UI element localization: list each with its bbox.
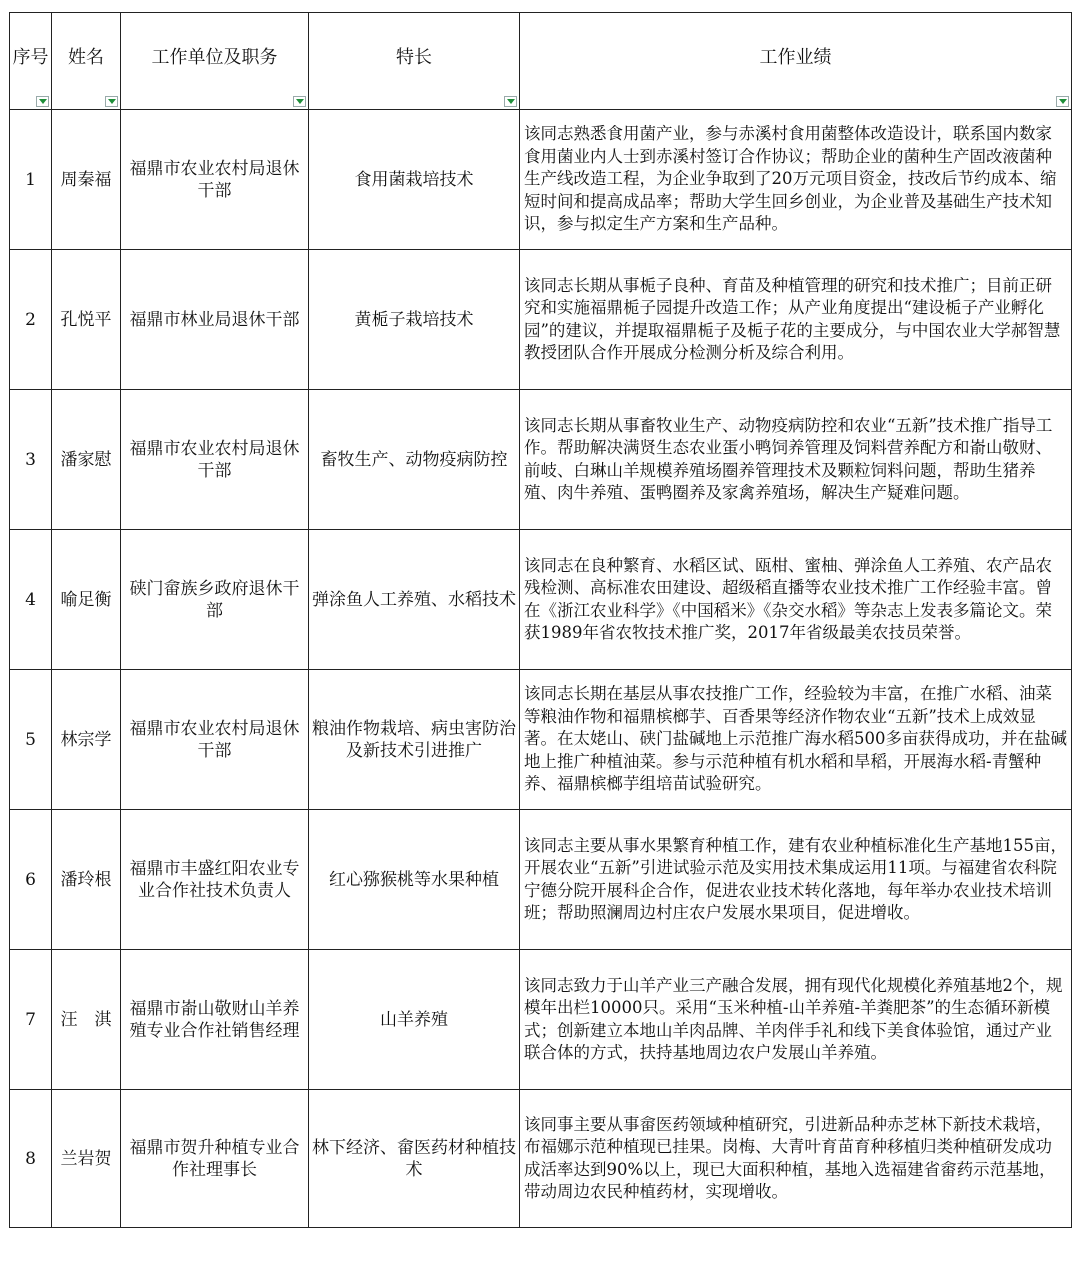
cell-specialty: 粮油作物栽培、病虫害防治及新技术引进推广 (309, 670, 520, 810)
table-row (10, 110, 1072, 250)
filter-dropdown-icon[interactable] (293, 96, 306, 107)
cell-name: 林宗学 (52, 670, 121, 810)
cell-unit: 福鼎市嵛山敬财山羊养殖专业合作社销售经理 (121, 950, 309, 1090)
cell-unit: 福鼎市农业农村局退休干部 (121, 390, 309, 530)
filter-dropdown-icon[interactable] (504, 96, 517, 107)
cell-performance: 该同志致力于山羊产业三产融合发展，拥有现代化规模化养殖基地2个，规模年出栏10000只。采用“玉米种植-山羊养殖-羊粪肥茶”的生态循环新模式；创新建立本地山羊肉品牌、羊肉伴手礼和线下美食体验馆，通过产业联合体的方式，扶持基地周边农户发展山羊养殖。 (520, 950, 1072, 1090)
table-row (10, 670, 1072, 810)
cell-unit: 福鼎市丰盛红阳农业专业合作社技术负责人 (121, 810, 309, 950)
header-specialty (309, 13, 520, 110)
cell-performance: 该同志长期在基层从事农技推广工作，经验较为丰富，在推广水稻、油菜等粮油作物和福鼎槟榔芋、百香果等经济作物农业“五新”技术上成效显著。在太姥山、硖门盐碱地上示范推广海水稻500多亩获得成功，并在盐碱地上推广种植油菜。参与示范种植有机水稻和旱稻，开展海水稻-青蟹种养、福鼎槟榔芋组培苗试验研究。 (520, 670, 1072, 810)
cell-unit: 硖门畲族乡政府退休干部 (121, 530, 309, 670)
cell-name: 潘玲根 (52, 810, 121, 950)
cell-index: 5 (10, 670, 52, 810)
table-row (10, 810, 1072, 950)
talent-table (9, 12, 1072, 1228)
header-unit (121, 13, 309, 110)
table-row (10, 950, 1072, 1090)
cell-performance: 该同志长期从事栀子良种、育苗及种植管理的研究和技术推广；目前正研究和实施福鼎栀子园提升改造工作；从产业角度提出“建设栀子产业孵化园”的建议，并提取福鼎栀子及栀子花的主要成分，与中国农业大学郝智慧教授团队合作开展成分检测分析及综合利用。 (520, 250, 1072, 390)
filter-dropdown-icon[interactable] (105, 96, 118, 107)
cell-performance: 该同志长期从事畜牧业生产、动物疫病防控和农业“五新”技术推广指导工作。帮助解决满贤生态农业蛋小鸭饲养管理及饲料营养配方和嵛山敬财、前岐、白琳山羊规模养殖场圈养管理技术及颗粒饲料问题，帮助生猪养殖、肉牛养殖、蛋鸭圈养及家禽养殖场，解决生产疑难问题。 (520, 390, 1072, 530)
cell-specialty: 红心猕猴桃等水果种植 (309, 810, 520, 950)
cell-name: 潘家慰 (52, 390, 121, 530)
cell-name: 周秦福 (52, 110, 121, 250)
table-row (10, 530, 1072, 670)
header-index-label: 序号 (12, 47, 49, 68)
cell-index: 4 (10, 530, 52, 670)
cell-unit: 福鼎市林业局退休干部 (121, 250, 309, 390)
cell-index: 2 (10, 250, 52, 390)
cell-name: 兰岩贺 (52, 1090, 121, 1228)
header-index (10, 13, 52, 110)
table-row (10, 1090, 1072, 1228)
cell-performance: 该同事主要从事畲医药领域种植研究，引进新品种赤芝林下新技术栽培，布福娜示范种植现已挂果。岗梅、大青叶育苗育种移植归类种植研发成功成活率达到90%以上，现已大面积种植，基地入选福建省畲药示范基地，带动周边农民种植药材，实现增收。 (520, 1090, 1072, 1228)
header-specialty-label: 特长 (396, 47, 432, 68)
cell-specialty: 林下经济、畲医药材种植技术 (309, 1090, 520, 1228)
cell-index: 8 (10, 1090, 52, 1228)
cell-specialty: 畜牧生产、动物疫病防控 (309, 390, 520, 530)
header-performance-label: 工作业绩 (759, 47, 832, 68)
header-performance (520, 13, 1072, 110)
table-row (10, 390, 1072, 530)
cell-unit: 福鼎市贺升种植专业合作社理事长 (121, 1090, 309, 1228)
cell-specialty: 黄栀子栽培技术 (309, 250, 520, 390)
table-row (10, 250, 1072, 390)
filter-dropdown-icon[interactable] (1056, 96, 1069, 107)
cell-index: 1 (10, 110, 52, 250)
cell-name: 汪 淇 (52, 950, 121, 1090)
header-row (10, 13, 1072, 110)
header-unit-label: 工作单位及职务 (151, 47, 278, 68)
cell-unit: 福鼎市农业农村局退休干部 (121, 110, 309, 250)
cell-performance: 该同志在良种繁育、水稻区试、瓯柑、蜜柚、弹涂鱼人工养殖、农产品农残检测、高标准农田建设、超级稻直播等农业技术推广工作经验丰富。曾在《浙江农业科学》《中国稻米》《杂交水稻》等杂志上发表多篇论文。荣获1989年省农牧技术推广奖，2017年省级最美农技员荣誉。 (520, 530, 1072, 670)
cell-index: 6 (10, 810, 52, 950)
cell-performance: 该同志熟悉食用菌产业，参与赤溪村食用菌整体改造设计，联系国内数家食用菌业内人士到赤溪村签订合作协议；帮助企业的菌种生产固改液菌种生产线改造工程，为企业争取到了20万元项目资金，技改后节约成本、缩短时间和提高成品率；帮助大学生回乡创业，为企业普及基础生产技术知识，参与拟定生产方案和生产品种。 (520, 110, 1072, 250)
cell-index: 3 (10, 390, 52, 530)
cell-name: 喻足衡 (52, 530, 121, 670)
cell-specialty: 弹涂鱼人工养殖、水稻技术 (309, 530, 520, 670)
header-name-label: 姓名 (68, 47, 104, 68)
filter-dropdown-icon[interactable] (36, 96, 49, 107)
cell-specialty: 食用菌栽培技术 (309, 110, 520, 250)
cell-specialty: 山羊养殖 (309, 950, 520, 1090)
header-name (52, 13, 121, 110)
cell-unit: 福鼎市农业农村局退休干部 (121, 670, 309, 810)
cell-index: 7 (10, 950, 52, 1090)
cell-name: 孔悦平 (52, 250, 121, 390)
cell-performance: 该同志主要从事水果繁育种植工作，建有农业种植标准化生产基地155亩，开展农业“五新”引进试验示范及实用技术集成运用11项。与福建省农科院宁德分院开展科企合作，促进农业技术转化落地，每年举办农业技术培训班；帮助照澜周边村庄农户发展水果项目，促进增收。 (520, 810, 1072, 950)
